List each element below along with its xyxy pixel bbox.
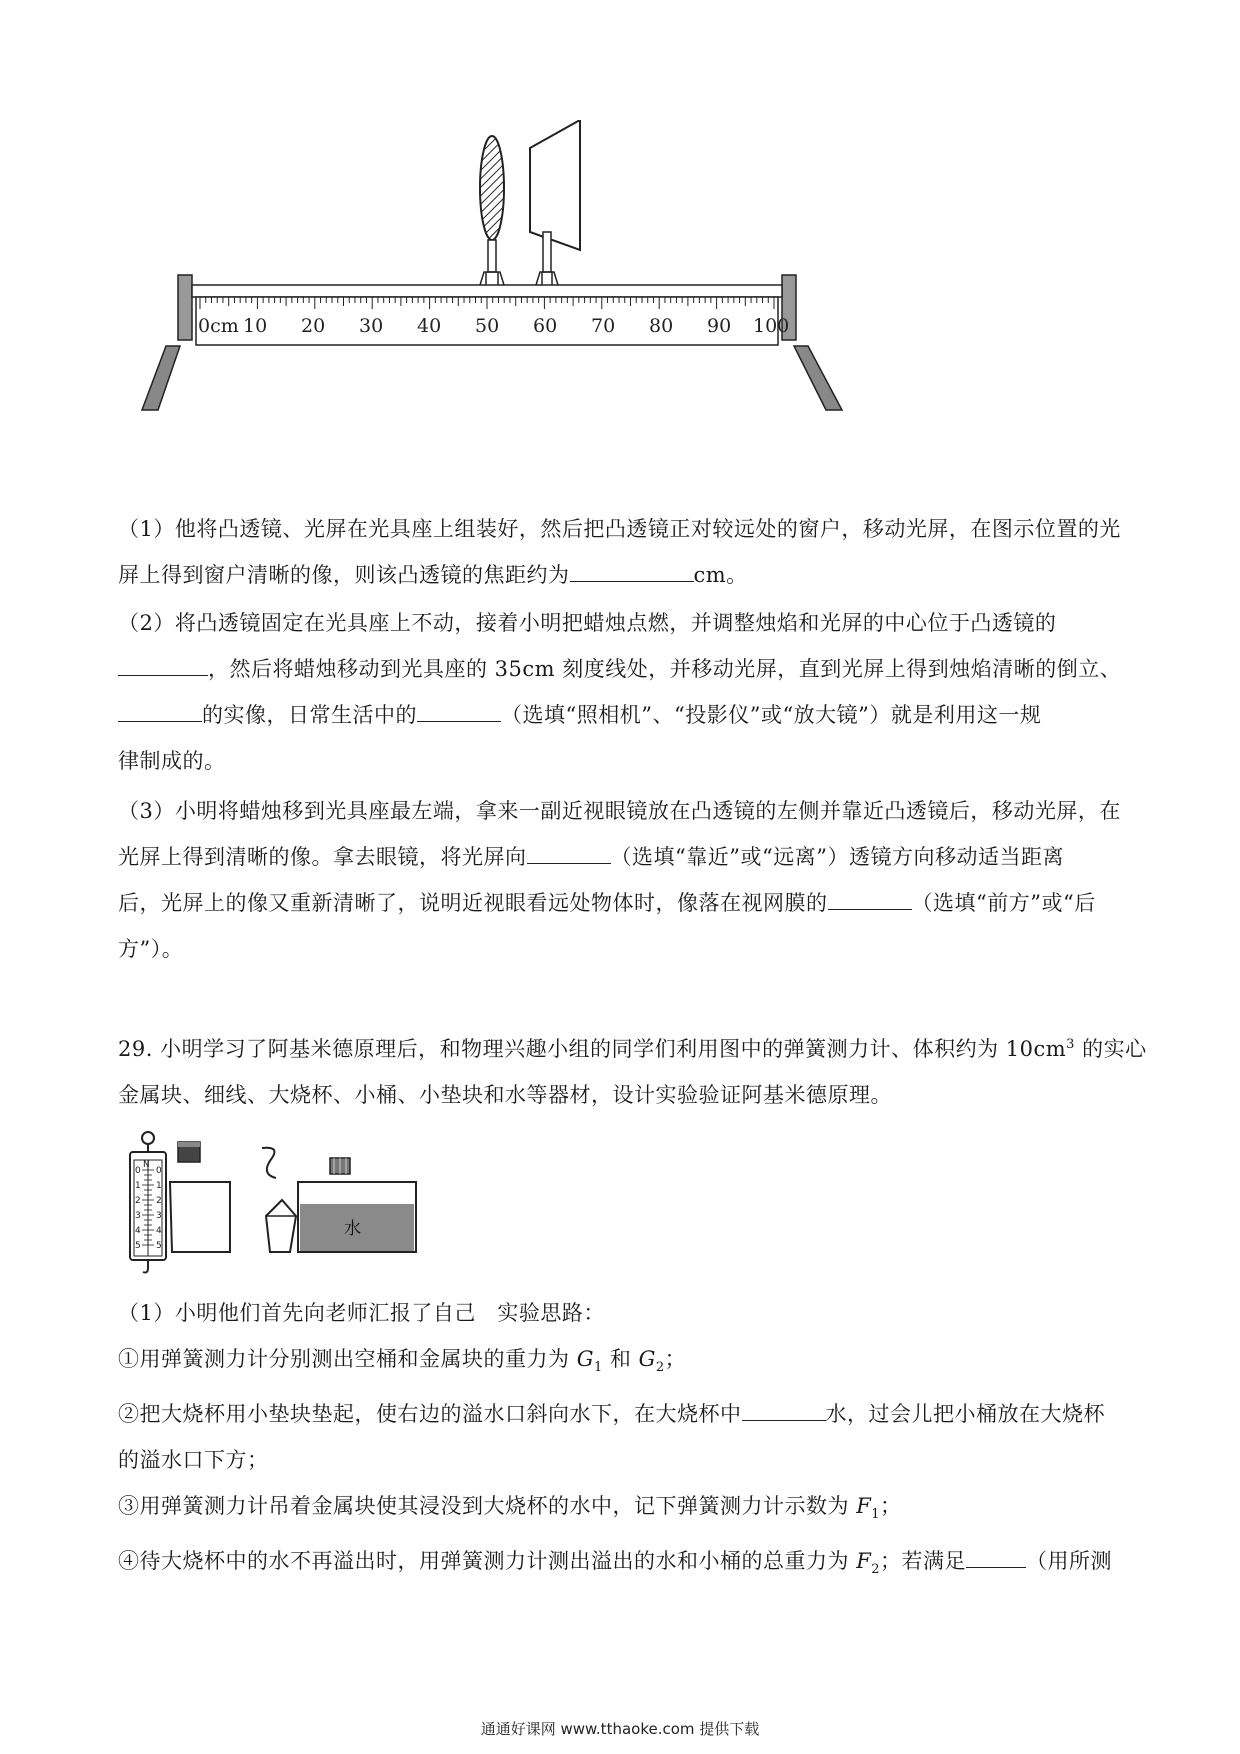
symbol-F2-sub: 2 xyxy=(871,1562,881,1578)
small-beaker xyxy=(170,1182,230,1252)
answer-blank-retina[interactable] xyxy=(828,887,912,910)
ruler-label-100: 100 xyxy=(753,315,790,337)
ruler-label-50: 50 xyxy=(475,315,500,337)
answer-blank-image-size[interactable] xyxy=(118,699,202,722)
q28-p2-l3b: 的实像，日常生活中的 xyxy=(202,703,417,727)
q29-step2-b: 水，过会儿把小桶放在大烧杯 xyxy=(825,1402,1105,1427)
spring-tick-3: 3 xyxy=(135,1211,141,1221)
answer-blank-water[interactable] xyxy=(742,1398,826,1421)
answer-blank-direction[interactable] xyxy=(527,841,611,864)
symbol-F1: F xyxy=(856,1494,872,1519)
spring-tick-5: 5 xyxy=(135,1241,141,1251)
q29-step4-a: ④待大烧杯中的水不再溢出时，用弹簧测力计测出溢出的水和小桶的总重力为 xyxy=(118,1549,857,1574)
spring-tick-1-right: 1 xyxy=(156,1181,162,1191)
ruler-label-10: 10 xyxy=(243,315,268,337)
q28-part3 xyxy=(118,788,1128,972)
lens-stem xyxy=(488,240,496,272)
q29-step2 xyxy=(118,1391,1128,1437)
ruler-label-90: 90 xyxy=(707,315,732,337)
symbol-F1-sub: 1 xyxy=(871,1507,881,1523)
ruler-label-20: 20 xyxy=(301,315,326,337)
spring-tick-2-right: 2 xyxy=(156,1196,162,1206)
q29-step4-c: （用所测 xyxy=(1026,1549,1113,1574)
q28-p3-line1: （3）小明将蜡烛移到光具座最左端，拿来一副近视眼镜放在凸透镜的左侧并靠近凸透镜后，移动光屏，在 xyxy=(118,799,1121,823)
q28-p2-line1: （2）将凸透镜固定在光具座上不动，接着小明把蜡烛点燃，并调整烛焰和光屏的中心位于凸透镜的 xyxy=(118,611,1057,635)
water-label: 水 xyxy=(344,1219,361,1239)
q28-p3-l2a: 光屏上得到清晰的像。拿去眼镜，将光屏向 xyxy=(118,845,527,869)
spring-tick-2: 2 xyxy=(135,1196,141,1206)
right-leg xyxy=(794,346,842,410)
page-footer: 通通好课网 www.tthaoke.com 提供下载 xyxy=(480,1720,760,1738)
symbol-G2-sub: 2 xyxy=(655,1360,665,1376)
q29-step1-end: ； xyxy=(664,1347,687,1371)
ruler-label-30: 30 xyxy=(359,315,384,337)
q28-p2-line4: 律制成的。 xyxy=(118,749,226,773)
q29-step4 xyxy=(118,1538,1128,1593)
spring-scale-hook xyxy=(143,1260,148,1273)
q28-p2-l2b: ，然后将蜡烛移动到光具座的 35cm 刻度线处，并移动光屏，直到光屏上得到烛焰清晰的倒立、 xyxy=(208,657,1122,681)
thread xyxy=(262,1148,276,1178)
symbol-F2: F xyxy=(856,1549,872,1574)
lens-holder xyxy=(480,272,504,285)
optical-bench-figure xyxy=(140,120,860,420)
q29-step1-a: ①用弹簧测力计分别测出空桶和金属块的重力为 xyxy=(118,1347,577,1371)
screen-holder xyxy=(536,272,558,285)
q29-step1-and: 和 xyxy=(602,1347,639,1371)
apparatus-figure xyxy=(120,1130,480,1280)
q29-step2-a: ②把大烧杯用小垫块垫起，使右边的溢水口斜向水下，在大烧杯中 xyxy=(118,1402,742,1427)
convex-lens xyxy=(480,136,504,240)
spring-tick-5-right: 5 xyxy=(156,1241,162,1251)
q28-part2 xyxy=(118,600,1128,784)
q29-intro-l1a: 29. 小明学习了阿基米德原理后，和物理兴趣小组的同学们利用图中的弹簧测力计、体积约为 10cm xyxy=(118,1037,1067,1061)
light-screen xyxy=(530,120,580,250)
spring-tick-4: 4 xyxy=(135,1226,141,1236)
q28-p3-l3a: 后，光屏上的像又重新清晰了，说明近视眼看远处物体时，像落在视网膜的 xyxy=(118,891,828,915)
answer-blank-same-height[interactable] xyxy=(118,653,208,676)
q29-step3 xyxy=(118,1483,1128,1538)
left-end-block xyxy=(178,275,192,340)
q28-p1-line2 xyxy=(118,552,1128,598)
bench-rail xyxy=(192,285,782,297)
q28-p3-line4: 方”）。 xyxy=(118,937,184,961)
answer-blank-device[interactable] xyxy=(417,699,501,722)
answer-blank-relation[interactable] xyxy=(966,1545,1026,1568)
left-leg xyxy=(142,346,180,410)
q29-s1: （1）小明他们首先向老师汇报了自己 实验思路： xyxy=(118,1301,605,1325)
q28-p3-line3 xyxy=(118,880,1128,926)
q29-step2-line2: 的溢水口下方； xyxy=(118,1448,269,1473)
spring-scale xyxy=(130,1132,166,1273)
spring-tick-0-right: 0 xyxy=(156,1166,162,1176)
ruler-label-0: 0cm xyxy=(198,315,239,337)
q29-step3-a: ③用弹簧测力计吊着金属块使其浸没到大烧杯的水中，记下弹簧测力计示数为 xyxy=(118,1494,857,1519)
q29-step3-end: ； xyxy=(880,1494,902,1519)
spring-tick-3-right: 3 xyxy=(156,1211,162,1221)
q29-intro-line2: 金属块、细线、大烧杯、小桶、小垫块和水等器材，设计实验验证阿基米德原理。 xyxy=(118,1083,892,1107)
q28-p2-line2 xyxy=(118,646,1128,692)
screen-stem xyxy=(543,232,551,272)
small-bucket xyxy=(266,1200,296,1252)
ruler-label-70: 70 xyxy=(591,315,616,337)
q29-intro xyxy=(118,1022,1147,1118)
q28-p1-line1: （1）他将凸透镜、光屏在光具座上组装好，然后把凸透镜正对较远处的窗户，移动光屏，在图示位置的光 xyxy=(118,517,1121,541)
spring-N: N xyxy=(143,1160,150,1170)
ruler-label-40: 40 xyxy=(417,315,442,337)
spring-tick-0: 0 xyxy=(135,1166,141,1176)
q28-p1-l2b: cm。 xyxy=(693,563,748,587)
q29-steps xyxy=(118,1290,1128,1594)
q28-p3-l2b: （选填“靠近”或“远离”）透镜方向移动适当距离 xyxy=(610,845,1064,869)
q28-p2-l3c: （选填“照相机”、“投影仪”或“放大镜”）就是利用这一规 xyxy=(501,703,1042,727)
q28-p3-l3b: （选填“前方”或“后 xyxy=(911,891,1096,915)
q29-intro-sup: 3 xyxy=(1066,1037,1075,1052)
q28-part1 xyxy=(118,506,1128,598)
q29-intro-line1 xyxy=(118,1022,1147,1072)
q28-p2-line3 xyxy=(118,692,1128,738)
spring-tick-1: 1 xyxy=(135,1181,141,1191)
symbol-G1-sub: 1 xyxy=(593,1360,603,1376)
ruler-label-80: 80 xyxy=(649,315,674,337)
answer-blank-focal-length[interactable] xyxy=(570,559,694,582)
q28-p1-l2a: 屏上得到窗户清晰的像，则该凸透镜的焦距约为 xyxy=(118,563,570,587)
q29-step4-b: ；若满足 xyxy=(880,1549,967,1574)
q28-p3-line2 xyxy=(118,834,1128,880)
spring-scale-ring xyxy=(142,1132,154,1144)
symbol-G1: G xyxy=(576,1347,594,1371)
q29-step1 xyxy=(118,1336,1128,1391)
spring-tick-4-right: 4 xyxy=(156,1226,162,1236)
ruler-label-60: 60 xyxy=(533,315,558,337)
q29-intro-l1b: 的实心 xyxy=(1074,1037,1147,1061)
symbol-G2: G xyxy=(638,1347,656,1371)
